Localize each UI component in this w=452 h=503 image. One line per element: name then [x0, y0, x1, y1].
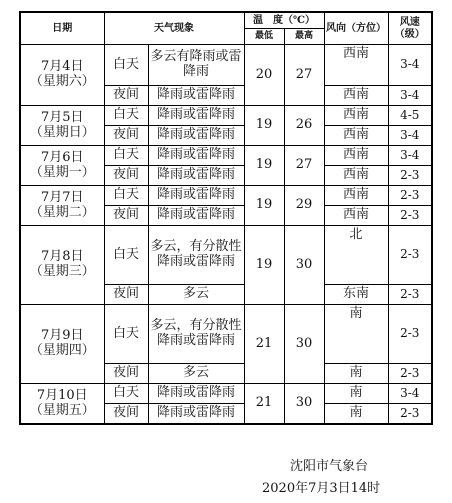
table-row	[20, 186, 432, 206]
wind-speed-cell: 4-5	[388, 106, 432, 126]
wind-direction-cell: 西南	[324, 206, 388, 226]
weather-cell: 多云，有分散性降雨或雷降雨	[148, 226, 244, 285]
wind-speed-cell: 3-4	[388, 126, 432, 146]
period-night: 夜间	[104, 86, 148, 106]
weekday-text: （星期二）	[29, 204, 95, 220]
temp-min-cell: 21	[244, 384, 284, 425]
header-temp-min: 最低	[244, 29, 284, 45]
wind-speed-cell: 2-3	[388, 186, 432, 206]
table-row	[20, 384, 432, 404]
wind-direction-cell: 西南	[324, 126, 388, 146]
weekday-text: （星期五）	[29, 402, 95, 418]
header-wind-direction: 风向（方位）	[324, 12, 388, 45]
period-day: 白天	[104, 45, 148, 86]
period-night: 夜间	[104, 166, 148, 186]
weather-cell: 多云	[148, 285, 244, 305]
weather-cell: 多云	[148, 364, 244, 384]
wind-direction-cell: 南	[324, 384, 388, 404]
temp-max-cell: 30	[284, 384, 324, 425]
weather-cell: 降雨或雷降雨	[148, 384, 244, 404]
period-day: 白天	[104, 305, 148, 364]
weather-cell: 降雨或雷降雨	[148, 206, 244, 226]
wind-direction-cell: 西南	[324, 106, 388, 126]
wind-direction-cell: 西南	[324, 45, 388, 86]
header-date: 日期	[20, 12, 104, 45]
temp-max-cell: 29	[284, 186, 324, 226]
date-text: 7月10日	[36, 387, 88, 403]
wind-speed-cell: 3-4	[388, 146, 432, 166]
period-day: 白天	[104, 384, 148, 404]
date-cell	[20, 106, 104, 146]
temp-max-cell: 26	[284, 106, 324, 146]
weekday-text: （星期日）	[29, 124, 95, 140]
temp-min-cell: 20	[244, 45, 284, 106]
issue-time: 2020年7月3日14时	[262, 481, 381, 496]
temp-min-cell: 19	[244, 146, 284, 186]
weather-cell: 多云，有分散性降雨或雷降雨	[148, 305, 244, 364]
date-cell	[20, 45, 104, 106]
weather-cell: 降雨或雷降雨	[148, 166, 244, 186]
header-row	[20, 12, 432, 29]
weekday-text: （星期六）	[29, 74, 95, 89]
period-night: 夜间	[104, 206, 148, 226]
weather-cell: 降雨或雷降雨	[148, 86, 244, 106]
temp-min-cell: 19	[244, 106, 284, 146]
period-day: 白天	[104, 146, 148, 166]
date-cell	[20, 226, 104, 305]
period-night: 夜间	[104, 404, 148, 425]
temp-min-cell: 19	[244, 226, 284, 305]
period-day: 白天	[104, 226, 148, 285]
wind-speed-cell: 2-3	[388, 206, 432, 226]
table-row	[20, 305, 432, 364]
temp-max-cell: 27	[284, 45, 324, 106]
wind-speed-cell: 3-4	[388, 86, 432, 106]
weather-cell: 多云有降雨或雷降雨	[148, 45, 244, 86]
wind-speed-cell: 3-4	[388, 384, 432, 404]
weekday-text: （星期三）	[29, 264, 95, 279]
issuer-name: 沈阳市气象台	[290, 459, 369, 474]
weekday-text: （星期一）	[29, 164, 95, 180]
forecast-table	[19, 11, 433, 425]
wind-speed-cell: 3-4	[388, 45, 432, 86]
header-weather: 天气现象	[104, 12, 244, 45]
table-row	[20, 106, 432, 126]
wind-direction-cell: 南	[324, 364, 388, 384]
date-text: 7月7日	[40, 189, 84, 205]
wind-speed-cell: 2-3	[388, 285, 432, 305]
temp-min-cell: 19	[244, 186, 284, 226]
wind-direction-cell: 北	[324, 226, 388, 285]
weather-cell: 降雨或雷降雨	[148, 404, 244, 425]
date-text: 7月8日	[40, 249, 84, 265]
wind-speed-cell: 2-3	[388, 364, 432, 384]
table-row	[20, 226, 432, 285]
date-cell	[20, 186, 104, 226]
date-text: 7月5日	[40, 109, 84, 125]
weather-cell: 降雨或雷降雨	[148, 126, 244, 146]
header-temperature: 温 度（℃）	[244, 12, 324, 29]
period-day: 白天	[104, 186, 148, 206]
weather-cell: 降雨或雷降雨	[148, 186, 244, 206]
weekday-text: （星期四）	[29, 343, 95, 358]
date-cell	[20, 384, 104, 425]
weather-cell: 降雨或雷降雨	[148, 146, 244, 166]
wind-direction-cell: 西南	[324, 86, 388, 106]
wind-direction-cell: 西南	[324, 146, 388, 166]
temp-max-cell: 30	[284, 305, 324, 384]
date-text: 7月6日	[40, 149, 84, 165]
temp-max-cell: 27	[284, 146, 324, 186]
temp-max-cell: 30	[284, 226, 324, 305]
table-row	[20, 45, 432, 86]
wind-direction-cell: 西南	[324, 166, 388, 186]
temp-min-cell: 21	[244, 305, 284, 384]
date-cell	[20, 305, 104, 384]
header-wind-speed: 风速（级）	[388, 12, 432, 45]
wind-speed-cell: 2-3	[388, 305, 432, 364]
wind-direction-cell: 东南	[324, 285, 388, 305]
wind-direction-cell: 西南	[324, 186, 388, 206]
period-night: 夜间	[104, 364, 148, 384]
period-night: 夜间	[104, 126, 148, 146]
period-night: 夜间	[104, 285, 148, 305]
table-row	[20, 146, 432, 166]
date-text: 7月9日	[40, 328, 84, 344]
wind-speed-cell: 2-3	[388, 404, 432, 425]
period-day: 白天	[104, 106, 148, 126]
date-cell	[20, 146, 104, 186]
wind-speed-cell: 2-3	[388, 226, 432, 285]
wind-direction-cell: 南	[324, 404, 388, 425]
date-text: 7月4日	[40, 59, 84, 75]
weather-cell: 降雨或雷降雨	[148, 106, 244, 126]
wind-speed-cell: 2-3	[388, 166, 432, 186]
wind-direction-cell: 南	[324, 305, 388, 364]
header-temp-max: 最高	[284, 29, 324, 45]
